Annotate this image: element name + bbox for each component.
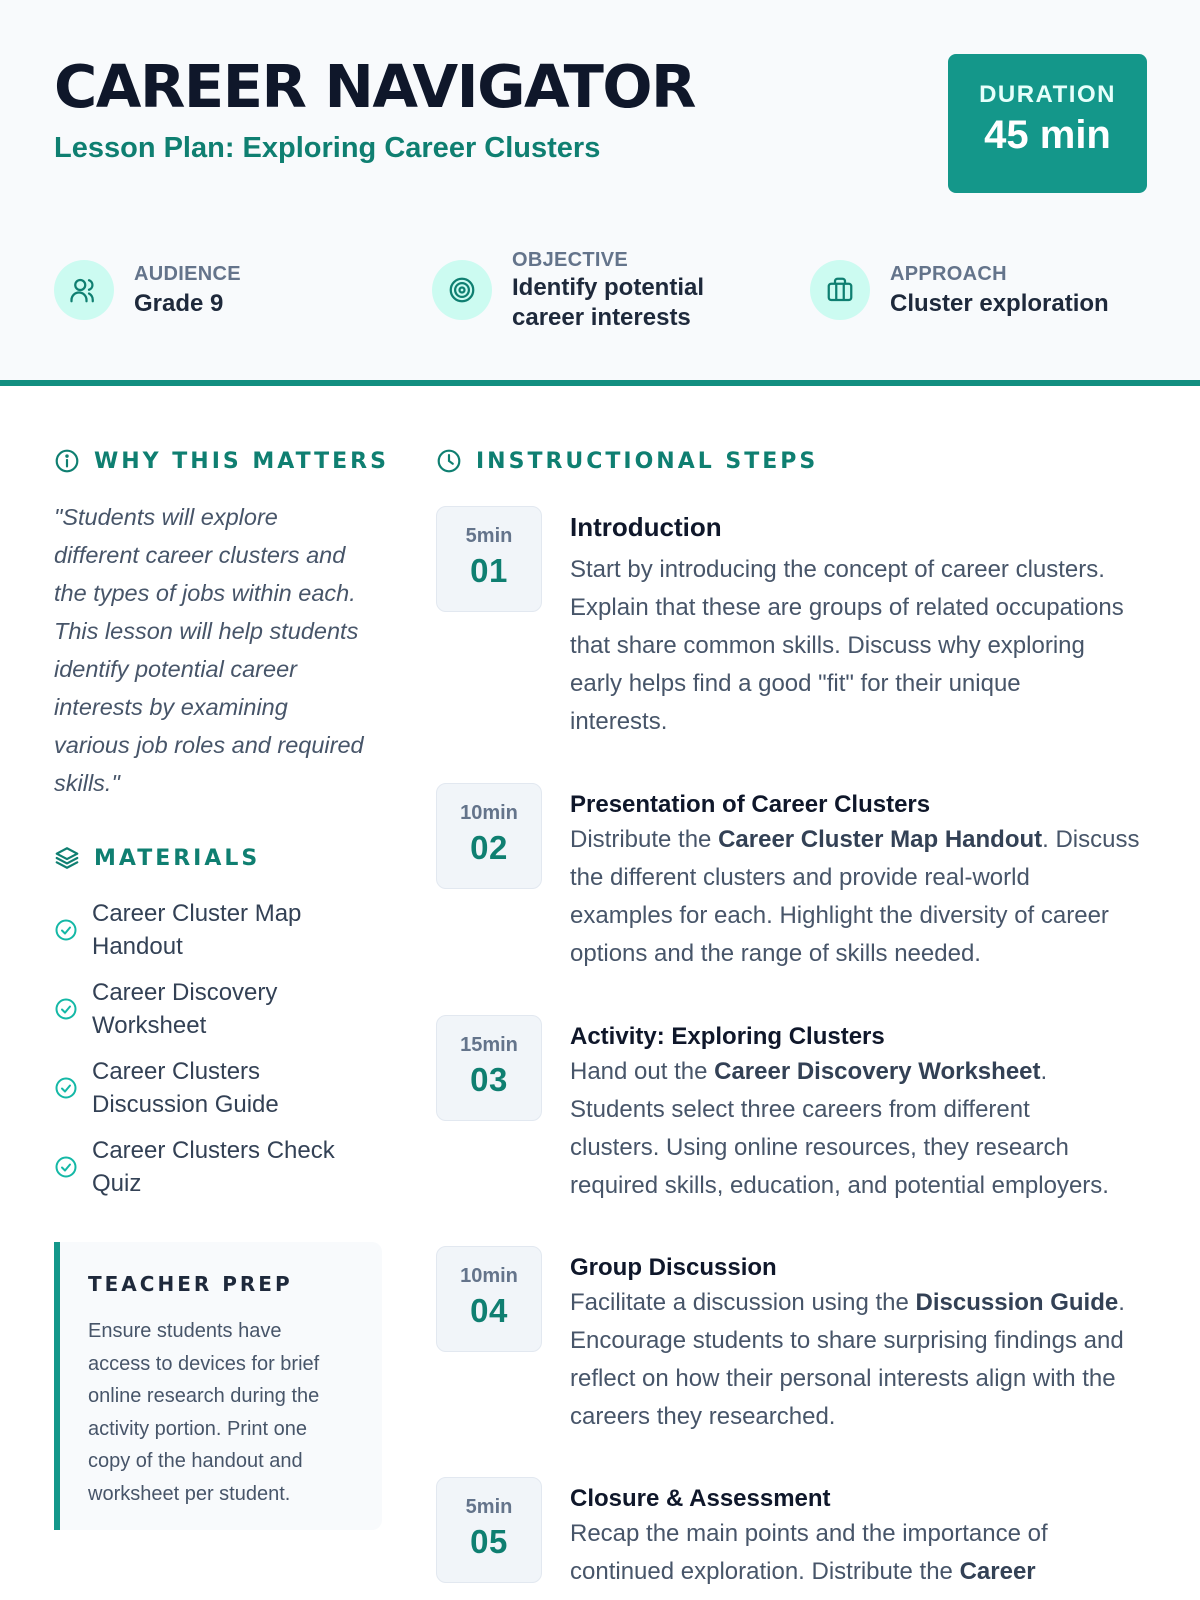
quote-line: different career clusters and bbox=[54, 542, 346, 568]
step-badge bbox=[436, 1477, 542, 1583]
step-body-text: required skills, education, and potential employers. bbox=[570, 1172, 1109, 1199]
target-icon bbox=[432, 260, 492, 320]
list-item bbox=[54, 897, 384, 963]
meta-audience bbox=[54, 253, 354, 337]
step-body-line bbox=[570, 821, 1160, 859]
step-minutes: 5min bbox=[465, 525, 513, 547]
materials-list bbox=[54, 897, 384, 1213]
prep-line: access to devices for brief bbox=[88, 1352, 320, 1375]
step-body-text: Students select three careers from different bbox=[570, 1096, 1030, 1123]
step-body-text: Encourage students to share surprising findings and bbox=[570, 1327, 1124, 1354]
check-circle-icon bbox=[54, 1155, 78, 1179]
step-body-line bbox=[570, 1553, 1160, 1591]
step-body-emphasis: Career Cluster Map Handout bbox=[718, 826, 1043, 853]
material-line: Career Discovery bbox=[92, 979, 278, 1006]
material-line: Career Cluster Map bbox=[92, 900, 302, 927]
step-body-text: . bbox=[1040, 1058, 1048, 1085]
header bbox=[0, 0, 1200, 386]
material-line: Quiz bbox=[92, 1170, 142, 1197]
page-title: CAREER NAVIGATOR bbox=[54, 52, 695, 121]
briefcase-icon bbox=[810, 260, 870, 320]
quote-line: various job roles and required bbox=[54, 732, 364, 758]
step-body-line bbox=[570, 897, 1160, 935]
step-body-emphasis: Discussion Guide bbox=[915, 1289, 1119, 1316]
step-body-text: the different clusters and provide real-world bbox=[570, 864, 1030, 891]
step-minutes: 5min bbox=[465, 1496, 513, 1518]
quote-line: identify potential career bbox=[54, 656, 297, 682]
duration-badge bbox=[948, 54, 1147, 193]
teacher-prep-heading: TEACHER PREP bbox=[88, 1272, 293, 1296]
teacher-prep-text bbox=[88, 1315, 368, 1511]
step-body-line bbox=[570, 1322, 1160, 1360]
step-body-text: Facilitate a discussion using the bbox=[570, 1289, 916, 1316]
step-number: 03 bbox=[470, 1061, 508, 1098]
check-circle-icon bbox=[54, 918, 78, 942]
step-body-text: Hand out the bbox=[570, 1058, 715, 1085]
step-body-text: clusters. Using online resources, they research bbox=[570, 1134, 1069, 1161]
step-body-text: examples for each. Highlight the diversity of career bbox=[570, 902, 1109, 929]
why-quote bbox=[54, 498, 394, 802]
step-body-text: options and the range of skills needed. bbox=[570, 940, 981, 967]
step-body-text: that share common skills. Discuss why exploring bbox=[570, 632, 1085, 659]
step-body-line bbox=[570, 1053, 1160, 1091]
quote-line: interests by examining bbox=[54, 694, 288, 720]
step-body-text: Explain that these are groups of related occupations bbox=[570, 594, 1124, 621]
step-body-line bbox=[570, 1515, 1160, 1553]
teacher-prep-card bbox=[54, 1242, 382, 1530]
step-body-emphasis: Career bbox=[959, 1558, 1036, 1585]
meta-label: OBJECTIVE bbox=[512, 249, 629, 271]
step-body-text: reflect on how their personal interests align with the bbox=[570, 1365, 1116, 1392]
step-body-line bbox=[570, 1129, 1160, 1167]
step-body-line bbox=[570, 589, 1160, 627]
step-badge bbox=[436, 783, 542, 889]
prep-line: Ensure students have bbox=[88, 1320, 282, 1342]
step-body bbox=[570, 821, 1160, 973]
step-title: Presentation of Career Clusters bbox=[570, 791, 931, 818]
meta-value: career interests bbox=[512, 304, 691, 331]
step-body-text: . bbox=[1118, 1289, 1125, 1316]
step-title: Introduction bbox=[570, 512, 722, 542]
step-minutes: 10min bbox=[460, 802, 518, 824]
meta-value: Cluster exploration bbox=[890, 290, 1109, 317]
step-body-text: Recap the main points and the importance of bbox=[570, 1520, 1048, 1547]
step-body-line bbox=[570, 551, 1160, 589]
step-body-text: . Discuss bbox=[1042, 826, 1140, 853]
step-body-line bbox=[570, 665, 1160, 703]
step-body-line bbox=[570, 1360, 1160, 1398]
step-title: Group Discussion bbox=[570, 1254, 777, 1281]
prep-line: worksheet per student. bbox=[88, 1482, 291, 1505]
clock-icon bbox=[436, 448, 462, 474]
step-body-line bbox=[570, 703, 1160, 741]
material-line: Career Clusters Check bbox=[92, 1137, 335, 1164]
list-item bbox=[54, 976, 384, 1042]
steps-heading-text: INSTRUCTIONAL STEPS bbox=[476, 448, 819, 474]
step-badge bbox=[436, 1015, 542, 1121]
materials-heading bbox=[54, 845, 260, 871]
users-icon bbox=[54, 260, 114, 320]
step-body-text: Distribute the bbox=[570, 826, 719, 853]
meta-label: APPROACH bbox=[890, 263, 1007, 285]
step-body-line bbox=[570, 1398, 1160, 1436]
meta-value: Grade 9 bbox=[134, 290, 224, 317]
step-body-text: early helps find a good "fit" for their unique bbox=[570, 670, 1021, 697]
step-body-text: interests. bbox=[570, 708, 668, 735]
step-badge bbox=[436, 1246, 542, 1352]
prep-line: online research during the bbox=[88, 1385, 320, 1408]
step-body bbox=[570, 1284, 1160, 1436]
quote-line: "Students will explore bbox=[54, 504, 278, 530]
layers-icon bbox=[54, 845, 80, 871]
check-circle-icon bbox=[54, 997, 78, 1021]
prep-line: activity portion. Print one bbox=[88, 1417, 307, 1440]
why-heading-text: WHY THIS MATTERS bbox=[94, 448, 389, 474]
step-body-emphasis: Career Discovery Worksheet bbox=[714, 1058, 1041, 1085]
step-number: 05 bbox=[470, 1523, 508, 1560]
step-number: 01 bbox=[470, 552, 508, 589]
material-line: Career Clusters bbox=[92, 1058, 261, 1085]
list-item bbox=[54, 1134, 384, 1200]
check-circle-icon bbox=[54, 1076, 78, 1100]
step-body bbox=[570, 1053, 1160, 1205]
prep-line: copy of the handout and bbox=[88, 1450, 303, 1473]
step-number: 04 bbox=[470, 1292, 508, 1329]
meta-label: AUDIENCE bbox=[134, 263, 241, 285]
duration-value: 45 min bbox=[984, 113, 1111, 157]
duration-label: DURATION bbox=[979, 81, 1116, 108]
step-body-line bbox=[570, 935, 1160, 973]
step-minutes: 10min bbox=[460, 1265, 518, 1287]
step-body-text: careers they researched. bbox=[570, 1403, 836, 1430]
step-body bbox=[570, 1515, 1160, 1591]
step-badge bbox=[436, 506, 542, 612]
step-body-line bbox=[570, 627, 1160, 665]
step-minutes: 15min bbox=[460, 1034, 518, 1056]
step-body-line bbox=[570, 1284, 1160, 1322]
list-item bbox=[54, 1055, 384, 1121]
materials-heading-text: MATERIALS bbox=[94, 845, 261, 871]
page-subtitle: Lesson Plan: Exploring Career Clusters bbox=[54, 132, 601, 164]
step-body-line bbox=[570, 859, 1160, 897]
quote-line: the types of jobs within each. bbox=[54, 580, 356, 606]
step-body bbox=[570, 551, 1160, 741]
meta-approach bbox=[810, 253, 1150, 337]
step-body-text: Start by introducing the concept of career clusters. bbox=[570, 556, 1105, 583]
meta-value: Identify potential bbox=[512, 274, 704, 301]
step-body-line bbox=[570, 1167, 1160, 1205]
step-number: 02 bbox=[470, 829, 508, 866]
info-icon bbox=[54, 448, 80, 474]
step-body-line bbox=[570, 1091, 1160, 1129]
steps-heading bbox=[436, 448, 818, 474]
meta-objective bbox=[432, 249, 772, 337]
why-heading bbox=[54, 448, 389, 474]
step-title: Closure & Assessment bbox=[570, 1485, 831, 1512]
material-line: Handout bbox=[92, 933, 183, 960]
quote-line: skills." bbox=[54, 770, 120, 796]
material-line: Worksheet bbox=[92, 1012, 207, 1039]
step-title: Activity: Exploring Clusters bbox=[570, 1023, 885, 1050]
step-body-text: continued exploration. Distribute the bbox=[570, 1558, 960, 1585]
material-line: Discussion Guide bbox=[92, 1091, 279, 1118]
quote-line: This lesson will help students bbox=[54, 618, 359, 644]
